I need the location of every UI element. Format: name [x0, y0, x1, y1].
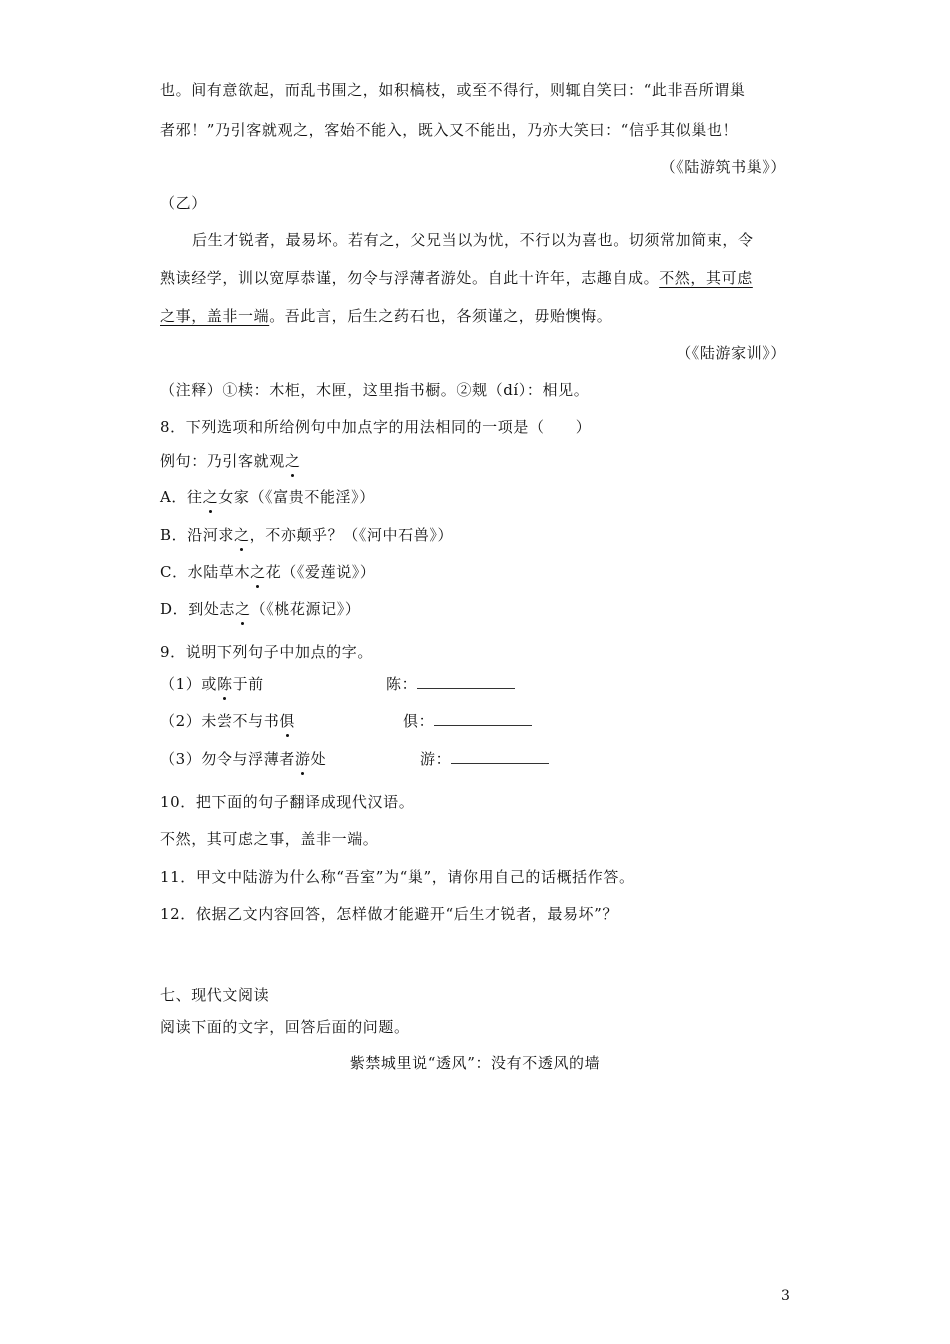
notes: （注释）①椟：木柜，木匣，这里指书橱。②觌（dí）：相见。: [160, 381, 590, 399]
option-text: C．水陆草木: [160, 563, 251, 581]
underlined-sentence: 之事，盖非一端: [160, 307, 270, 325]
answer-blank[interactable]: [417, 674, 515, 689]
answer-blank[interactable]: [451, 749, 549, 764]
dotted-character: 之: [250, 563, 266, 581]
item-text: 处: [310, 750, 327, 768]
passage-jia-line: 者邪！”乃引客就观之，客始不能入，既入又不能出，乃亦大笑曰：“信乎其似巢也！: [160, 121, 739, 139]
question-10-stem: 10．把下面的句子翻译成现代汉语。: [160, 793, 415, 811]
passage-yi-line: [160, 268, 753, 288]
option-text: D．到处志: [160, 600, 236, 618]
passage-yi-source: （《陆游家训》）: [676, 344, 786, 362]
option-text: 花（《爱莲说》）: [265, 563, 376, 581]
option-d: [160, 599, 360, 619]
item-text: 于前: [232, 675, 264, 693]
answer-line: [420, 749, 549, 769]
dotted-character: 俱: [279, 712, 295, 730]
article-title: 紫禁城里说“透风”：没有不透风的墙: [349, 1054, 601, 1072]
option-text: ，不亦颠乎？（《河中石兽》）: [249, 526, 454, 544]
item-text: （2）未尝不与书: [160, 712, 280, 730]
question-11-stem: 11．甲文中陆游为什么称“吾室”为“巢”，请你用自己的话概括作答。: [160, 868, 635, 886]
section-title: 七、现代文阅读: [160, 986, 270, 1004]
dotted-character: 之: [202, 488, 219, 506]
option-a: [160, 487, 375, 507]
question-9-item: [160, 749, 326, 769]
page-number: 3: [781, 1288, 790, 1304]
underlined-sentence: 不然，其可虑: [659, 269, 753, 287]
passage-yi-line: 后生才锐者，最易坏。若有之，父兄当以为忧，不行以为喜也。切须常加简束，令: [192, 231, 754, 249]
answer-label: 游：: [420, 750, 452, 768]
passage-jia-line: 也。间有意欲起，而乱书围之，如积槁枝，或至不得行，则辄自笑曰：“此非吾所谓巢: [160, 81, 746, 99]
example-text: 例句：乃引客就观: [160, 452, 285, 470]
question-10-sentence: 不然，其可虑之事，盖非一端。: [160, 830, 379, 848]
section-instruction: 阅读下面的文字，回答后面的问题。: [160, 1018, 410, 1036]
question-9-item: [160, 674, 264, 694]
answer-label: 俱：: [403, 712, 435, 730]
question-9-stem: 9．说明下列句子中加点的字。: [160, 643, 373, 661]
answer-blank[interactable]: [434, 711, 532, 726]
passage-jia-source: （《陆游筑书巢》）: [660, 158, 786, 176]
passage-yi-label: （乙）: [160, 194, 207, 212]
item-text: （1）或: [160, 675, 217, 693]
option-b: [160, 525, 453, 545]
question-8-stem: 8．下列选项和所给例句中加点字的用法相同的一项是（ ）: [160, 418, 592, 436]
answer-label: 陈：: [386, 675, 418, 693]
passage-yi-text: 。吾此言，后生之药石也，各须谨之，毋贻懊悔。: [269, 307, 613, 325]
option-c: [160, 562, 376, 582]
dotted-character: 之: [284, 452, 301, 470]
passage-yi-text: 熟读经学，训以宽厚恭谨，勿令与浮薄者游处。自此十许年，志趣自成。: [160, 269, 660, 287]
item-text: （3）勿令与浮薄者: [160, 750, 295, 768]
dotted-character: 之: [235, 600, 251, 618]
dotted-character: 游: [294, 750, 311, 768]
answer-line: [403, 711, 532, 731]
question-12-stem: 12．依据乙文内容回答，怎样做才能避开“后生才锐者，最易坏”？: [160, 905, 619, 923]
answer-line: [386, 674, 515, 694]
option-text: B．沿河求: [160, 526, 235, 544]
option-text: A．往: [160, 488, 203, 506]
option-text: （《桃花源记》）: [250, 600, 361, 618]
dotted-character: 之: [234, 526, 250, 544]
passage-yi-line: [160, 306, 612, 326]
question-9-item: [160, 711, 295, 731]
option-text: 女家（《富贵不能淫》）: [218, 488, 375, 506]
dotted-character: 陈: [216, 675, 233, 693]
question-8-example: [160, 451, 300, 471]
